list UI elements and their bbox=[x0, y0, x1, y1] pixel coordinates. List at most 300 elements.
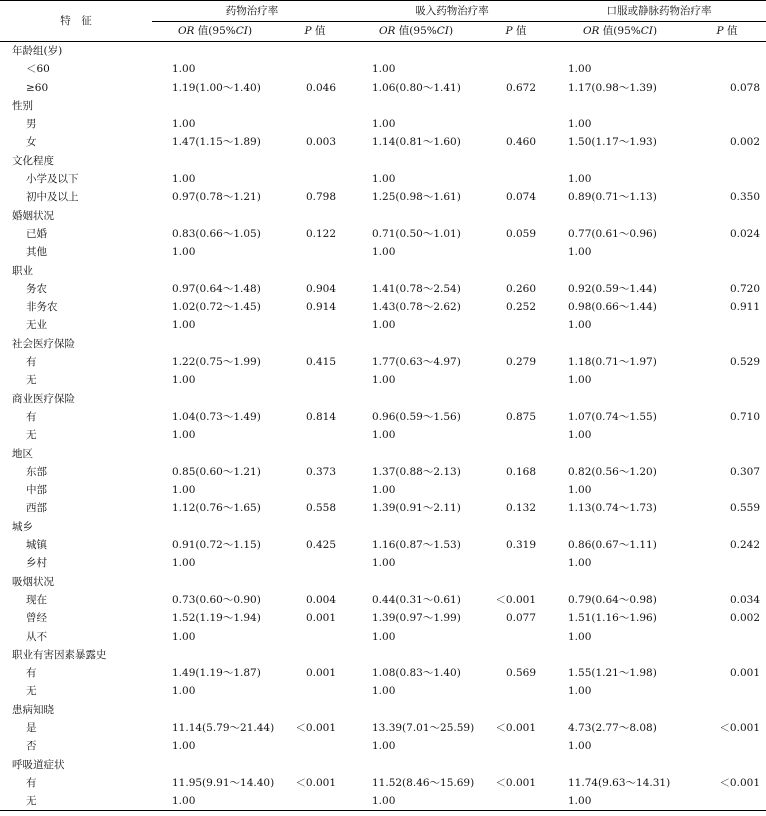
or-ci-cell bbox=[352, 262, 480, 280]
p-value-cell bbox=[278, 115, 352, 133]
or-ci-cell: 0.82(0.56～1.20) bbox=[568, 465, 657, 478]
level-label: 无 bbox=[26, 429, 37, 442]
table-row bbox=[0, 60, 766, 78]
p-value-cell: ＜0.001 bbox=[295, 776, 336, 789]
p-value-cell bbox=[278, 792, 352, 811]
or-ci-cell: 0.86(0.67～1.11) bbox=[568, 539, 657, 552]
or-ci-cell bbox=[552, 390, 688, 408]
p-value-cell: 0.059 bbox=[505, 227, 536, 240]
p-value-cell: 0.460 bbox=[505, 136, 536, 149]
p-value-cell bbox=[480, 207, 552, 225]
level-label: 无 bbox=[26, 374, 37, 387]
p-value-cell bbox=[480, 737, 552, 755]
p-value-header: P 值 bbox=[480, 22, 552, 42]
or-ci-cell: 1.00 bbox=[372, 630, 396, 643]
p-value-cell bbox=[688, 682, 766, 700]
p-value-cell: 0.001 bbox=[729, 667, 760, 680]
table-row bbox=[0, 499, 766, 517]
p-value-cell bbox=[688, 390, 766, 408]
p-value-cell bbox=[688, 573, 766, 591]
or-ci-cell: 1.00 bbox=[172, 429, 196, 442]
p-value-cell: ＜0.001 bbox=[495, 776, 536, 789]
or-ci-cell: 1.00 bbox=[172, 557, 196, 570]
p-value-cell bbox=[278, 390, 352, 408]
p-value-cell: ＜0.001 bbox=[719, 721, 760, 734]
or-ci-cell: 11.95(9.91～14.40) bbox=[172, 776, 275, 789]
or-ci-cell bbox=[152, 518, 278, 536]
p-value-cell bbox=[480, 554, 552, 572]
or-ci-cell: 0.73(0.60～0.90) bbox=[172, 593, 261, 606]
category-row bbox=[0, 335, 766, 353]
table-row bbox=[0, 79, 766, 97]
p-value-cell bbox=[278, 42, 352, 61]
p-value-header: P 值 bbox=[278, 22, 352, 42]
p-value-cell bbox=[278, 445, 352, 463]
or-ci-cell: 1.00 bbox=[372, 118, 396, 131]
p-value-cell bbox=[688, 701, 766, 719]
table-row bbox=[0, 682, 766, 700]
p-value-cell bbox=[480, 701, 552, 719]
or-ci-cell: 11.14(5.79～21.44) bbox=[172, 721, 275, 734]
or-ci-cell: 1.25(0.98～1.61) bbox=[372, 191, 461, 204]
p-value-cell: 0.672 bbox=[505, 81, 536, 94]
p-value-cell bbox=[688, 60, 766, 78]
p-value-cell bbox=[278, 628, 352, 646]
or-ci-cell: 0.92(0.59～1.44) bbox=[568, 282, 657, 295]
or-ci-cell: 1.13(0.74～1.73) bbox=[568, 502, 657, 515]
or-ci-cell: 1.00 bbox=[172, 630, 196, 643]
p-value-cell bbox=[480, 97, 552, 115]
or-ci-cell: 1.14(0.81～1.60) bbox=[372, 136, 461, 149]
p-value-cell: 0.373 bbox=[305, 465, 336, 478]
or-ci-cell bbox=[152, 646, 278, 664]
table-body bbox=[0, 42, 766, 811]
or-ci-cell: 1.00 bbox=[568, 685, 592, 698]
p-value-cell bbox=[480, 316, 552, 334]
p-value-cell: 0.077 bbox=[505, 612, 536, 625]
p-value-cell bbox=[278, 335, 352, 353]
or-ci-cell: 1.00 bbox=[372, 319, 396, 332]
or-ci-cell bbox=[552, 262, 688, 280]
p-value-cell bbox=[480, 390, 552, 408]
or-ci-cell: 1.08(0.83～1.40) bbox=[372, 667, 461, 680]
or-ci-cell: 1.43(0.78～2.62) bbox=[372, 301, 461, 314]
level-label: 西部 bbox=[26, 502, 47, 515]
or-ci-cell bbox=[352, 207, 480, 225]
category-label: 职业有害因素暴露史 bbox=[12, 648, 107, 661]
or-ci-cell: 0.79(0.64～0.98) bbox=[568, 593, 657, 606]
group-header-inhaled: 吸入药物治疗率 bbox=[352, 1, 552, 22]
table-row bbox=[0, 408, 766, 426]
p-value-cell: 0.024 bbox=[729, 227, 760, 240]
or-ci-cell: 1.00 bbox=[172, 374, 196, 387]
p-value-cell bbox=[480, 60, 552, 78]
p-value-cell: 0.904 bbox=[305, 282, 336, 295]
or-ci-cell: 1.02(0.72～1.45) bbox=[172, 301, 261, 314]
p-value-cell bbox=[480, 682, 552, 700]
p-value-cell: 0.307 bbox=[729, 465, 760, 478]
or-ci-cell bbox=[152, 207, 278, 225]
or-ci-cell: 1.06(0.80～1.41) bbox=[372, 81, 461, 94]
or-ci-cell: 11.52(8.46～15.69) bbox=[372, 776, 475, 789]
p-value-cell: 0.252 bbox=[505, 301, 536, 314]
or-ci-cell: 1.12(0.76～1.65) bbox=[172, 502, 261, 515]
or-ci-cell bbox=[552, 646, 688, 664]
category-row bbox=[0, 262, 766, 280]
level-label: 初中及以上 bbox=[26, 191, 79, 204]
p-value-cell bbox=[278, 737, 352, 755]
level-label: 现在 bbox=[26, 593, 47, 606]
p-value-cell: 0.569 bbox=[505, 667, 536, 680]
or-ci-cell bbox=[352, 152, 480, 170]
p-value-cell: ＜0.001 bbox=[719, 776, 760, 789]
p-value-cell bbox=[278, 371, 352, 389]
p-value-cell: 0.529 bbox=[729, 356, 760, 369]
or-ci-cell: 0.96(0.59～1.56) bbox=[372, 410, 461, 423]
or-ci-cell bbox=[152, 335, 278, 353]
p-value-cell bbox=[480, 756, 552, 774]
p-value-cell: 0.558 bbox=[305, 502, 336, 515]
p-value-cell: 0.425 bbox=[305, 539, 336, 552]
or-ci-cell bbox=[352, 518, 480, 536]
or-ci-cell: 1.00 bbox=[568, 557, 592, 570]
category-row bbox=[0, 97, 766, 115]
level-label: 从不 bbox=[26, 630, 47, 643]
p-value-cell bbox=[688, 42, 766, 61]
or-ci-cell bbox=[152, 262, 278, 280]
category-row bbox=[0, 646, 766, 664]
level-label: 城镇 bbox=[26, 539, 47, 552]
level-label: 曾经 bbox=[26, 612, 47, 625]
or-ci-cell: 1.51(1.16～1.96) bbox=[568, 612, 657, 625]
or-ci-cell bbox=[552, 573, 688, 591]
or-ci-cell bbox=[552, 445, 688, 463]
table-row bbox=[0, 737, 766, 755]
category-row bbox=[0, 390, 766, 408]
table-row bbox=[0, 463, 766, 481]
or-ci-cell: 1.00 bbox=[172, 118, 196, 131]
p-value-cell bbox=[480, 426, 552, 444]
p-value-cell: 0.242 bbox=[729, 539, 760, 552]
p-value-cell bbox=[278, 170, 352, 188]
table-row bbox=[0, 426, 766, 444]
or-ci-cell: 1.00 bbox=[372, 173, 396, 186]
category-label: 城乡 bbox=[12, 520, 33, 533]
level-label: 有 bbox=[26, 356, 37, 369]
p-value-cell bbox=[480, 262, 552, 280]
p-value-cell bbox=[688, 170, 766, 188]
table-row bbox=[0, 554, 766, 572]
or-ci-cell bbox=[552, 42, 688, 61]
p-value-cell bbox=[688, 554, 766, 572]
table-row bbox=[0, 133, 766, 151]
p-value-cell: 0.720 bbox=[729, 282, 760, 295]
or-ci-cell: 1.00 bbox=[568, 429, 592, 442]
or-ci-cell: 0.97(0.64～1.48) bbox=[172, 282, 261, 295]
p-value-cell: 0.260 bbox=[505, 282, 536, 295]
or-ci-cell: 1.00 bbox=[372, 557, 396, 570]
or-ci-cell: 1.00 bbox=[372, 740, 396, 753]
p-value-cell bbox=[278, 316, 352, 334]
p-value-cell bbox=[688, 518, 766, 536]
or-ci-cell bbox=[352, 335, 480, 353]
category-row bbox=[0, 207, 766, 225]
p-value-cell: 0.001 bbox=[305, 667, 336, 680]
category-row bbox=[0, 756, 766, 774]
p-value-cell bbox=[688, 97, 766, 115]
p-value-cell bbox=[480, 792, 552, 811]
p-value-cell bbox=[688, 628, 766, 646]
category-label: 年龄组(岁) bbox=[12, 45, 63, 57]
p-value-header: P 值 bbox=[688, 22, 766, 42]
p-value-cell bbox=[688, 243, 766, 261]
table-row bbox=[0, 628, 766, 646]
category-label: 商业医疗保险 bbox=[12, 392, 75, 405]
level-label: 其他 bbox=[26, 246, 47, 259]
level-label: 有 bbox=[26, 776, 37, 789]
or-ci-cell: 1.00 bbox=[568, 740, 592, 753]
or-ci-cell: 0.85(0.60～1.21) bbox=[172, 465, 261, 478]
category-label: 呼吸道症状 bbox=[12, 758, 65, 771]
or-ci-cell bbox=[152, 390, 278, 408]
or-ci-cell: 1.00 bbox=[372, 374, 396, 387]
category-row bbox=[0, 573, 766, 591]
p-value-cell: 0.004 bbox=[305, 593, 336, 606]
or-ci-header: OR 值(95%CI) bbox=[552, 22, 688, 42]
or-ci-cell: 1.19(1.00～1.40) bbox=[172, 81, 261, 94]
p-value-cell bbox=[480, 152, 552, 170]
p-value-cell bbox=[278, 573, 352, 591]
p-value-cell bbox=[688, 646, 766, 664]
table-row bbox=[0, 170, 766, 188]
table-row bbox=[0, 371, 766, 389]
table-row bbox=[0, 353, 766, 371]
p-value-cell: 0.875 bbox=[505, 410, 536, 423]
p-value-cell: 0.319 bbox=[505, 539, 536, 552]
p-value-cell bbox=[480, 42, 552, 61]
p-value-cell: 0.078 bbox=[729, 81, 760, 94]
or-ci-cell: 4.73(2.77～8.08) bbox=[568, 721, 657, 734]
level-label: 务农 bbox=[26, 282, 47, 295]
category-row bbox=[0, 152, 766, 170]
or-ci-cell: 1.17(0.98～1.39) bbox=[568, 81, 657, 94]
category-label: 吸烟状况 bbox=[12, 575, 54, 588]
p-value-cell: 0.814 bbox=[305, 410, 336, 423]
level-label: ≥60 bbox=[26, 81, 49, 94]
or-ci-cell bbox=[352, 97, 480, 115]
or-ci-cell: 1.37(0.88～2.13) bbox=[372, 465, 461, 478]
or-ci-cell: 1.39(0.97～1.99) bbox=[372, 612, 461, 625]
table-row bbox=[0, 792, 766, 811]
or-ci-cell: 0.44(0.31～0.61) bbox=[372, 593, 461, 606]
p-value-cell bbox=[688, 445, 766, 463]
p-value-cell bbox=[688, 335, 766, 353]
category-label: 婚姻状况 bbox=[12, 209, 54, 222]
category-row bbox=[0, 445, 766, 463]
p-value-cell bbox=[688, 426, 766, 444]
or-ci-header: OR 值(95%CI) bbox=[352, 22, 480, 42]
or-ci-cell: 1.00 bbox=[352, 792, 480, 811]
table-row bbox=[0, 591, 766, 609]
table-row bbox=[0, 298, 766, 316]
or-ci-cell bbox=[152, 445, 278, 463]
p-value-cell bbox=[480, 445, 552, 463]
or-ci-cell: 1.00 bbox=[372, 429, 396, 442]
or-ci-cell bbox=[552, 97, 688, 115]
level-label: 无 bbox=[26, 685, 37, 698]
p-value-cell bbox=[480, 170, 552, 188]
p-value-cell: 0.074 bbox=[505, 191, 536, 204]
category-label: 社会医疗保险 bbox=[12, 337, 75, 350]
or-ci-cell bbox=[552, 335, 688, 353]
table-row bbox=[0, 481, 766, 499]
or-ci-cell bbox=[552, 152, 688, 170]
or-ci-cell bbox=[352, 445, 480, 463]
or-ci-cell: 1.00 bbox=[172, 484, 196, 497]
p-value-cell bbox=[278, 518, 352, 536]
category-row bbox=[0, 518, 766, 536]
or-ci-cell bbox=[552, 701, 688, 719]
or-ci-cell bbox=[552, 518, 688, 536]
category-label: 患病知晓 bbox=[12, 703, 54, 716]
table-row bbox=[0, 536, 766, 554]
category-label: 职业 bbox=[12, 264, 33, 277]
level-label: 无 bbox=[0, 792, 152, 811]
table-row bbox=[0, 664, 766, 682]
p-value-cell: 0.911 bbox=[729, 301, 760, 314]
or-ci-cell bbox=[352, 42, 480, 61]
table-row bbox=[0, 280, 766, 298]
level-label: 已婚 bbox=[26, 227, 47, 240]
p-value-cell bbox=[480, 115, 552, 133]
level-label: 中部 bbox=[26, 484, 47, 497]
or-ci-cell: 0.91(0.72～1.15) bbox=[172, 539, 261, 552]
p-value-cell: 0.559 bbox=[729, 502, 760, 515]
or-ci-cell: 11.74(9.63～14.31) bbox=[568, 776, 671, 789]
p-value-cell: 0.132 bbox=[505, 502, 536, 515]
or-ci-cell: 1.39(0.91～2.11) bbox=[372, 502, 461, 515]
or-ci-cell: 0.77(0.61～0.96) bbox=[568, 227, 657, 240]
or-ci-cell: 1.00 bbox=[372, 246, 396, 259]
or-ci-cell bbox=[152, 152, 278, 170]
p-value-cell bbox=[278, 426, 352, 444]
or-ci-cell: 0.97(0.78～1.21) bbox=[172, 191, 261, 204]
level-label: 男 bbox=[26, 118, 37, 131]
or-ci-cell bbox=[352, 646, 480, 664]
or-ci-cell: 0.83(0.66～1.05) bbox=[172, 227, 261, 240]
or-ci-cell: 1.07(0.74～1.55) bbox=[568, 410, 657, 423]
p-value-cell: 0.002 bbox=[729, 612, 760, 625]
p-value-cell bbox=[480, 518, 552, 536]
or-ci-cell: 1.00 bbox=[172, 173, 196, 186]
or-ci-cell: 13.39(7.01～25.59) bbox=[372, 721, 475, 734]
p-value-cell bbox=[688, 115, 766, 133]
table-row bbox=[0, 115, 766, 133]
or-ci-cell bbox=[152, 701, 278, 719]
category-label: 地区 bbox=[12, 447, 33, 460]
p-value-cell bbox=[278, 481, 352, 499]
p-value-cell: 0.001 bbox=[305, 612, 336, 625]
level-label: ＜60 bbox=[26, 63, 50, 76]
table-row bbox=[0, 316, 766, 334]
or-ci-cell: 1.00 bbox=[172, 246, 196, 259]
p-value-cell bbox=[480, 481, 552, 499]
p-value-cell bbox=[480, 371, 552, 389]
p-value-cell: 0.350 bbox=[729, 191, 760, 204]
p-value-cell bbox=[688, 207, 766, 225]
or-ci-cell: 1.00 bbox=[568, 173, 592, 186]
or-ci-cell bbox=[352, 756, 480, 774]
p-value-cell bbox=[278, 756, 352, 774]
p-value-cell bbox=[278, 60, 352, 78]
p-value-cell bbox=[278, 701, 352, 719]
level-label: 女 bbox=[26, 136, 37, 149]
p-value-cell: 0.415 bbox=[305, 356, 336, 369]
feature-header: 特 征 bbox=[0, 1, 152, 42]
p-value-cell bbox=[278, 152, 352, 170]
or-ci-cell: 1.18(0.71～1.97) bbox=[568, 356, 657, 369]
or-ci-cell: 1.52(1.19～1.94) bbox=[172, 612, 261, 625]
or-ci-cell: 0.98(0.66～1.44) bbox=[568, 301, 657, 314]
p-value-cell bbox=[278, 554, 352, 572]
p-value-cell: 0.798 bbox=[305, 191, 336, 204]
or-ci-cell: 1.00 bbox=[568, 118, 592, 131]
p-value-cell bbox=[688, 262, 766, 280]
or-ci-header: OR 值(95%CI) bbox=[152, 22, 278, 42]
p-value-cell: 0.002 bbox=[729, 136, 760, 149]
or-ci-cell: 1.00 bbox=[152, 792, 278, 811]
or-ci-cell: 1.49(1.19～1.87) bbox=[172, 667, 261, 680]
table-row bbox=[0, 774, 766, 792]
category-row bbox=[0, 701, 766, 719]
level-label: 无业 bbox=[26, 319, 47, 332]
or-ci-cell: 1.00 bbox=[372, 484, 396, 497]
or-ci-cell: 1.50(1.17～1.93) bbox=[568, 136, 657, 149]
p-value-cell bbox=[278, 207, 352, 225]
p-value-cell bbox=[480, 243, 552, 261]
p-value-cell bbox=[688, 316, 766, 334]
or-ci-cell: 0.89(0.71～1.13) bbox=[568, 191, 657, 204]
p-value-cell: 0.034 bbox=[729, 593, 760, 606]
group-header-drug: 药物治疗率 bbox=[152, 1, 352, 22]
category-row bbox=[0, 42, 766, 61]
table-row bbox=[0, 188, 766, 206]
table-row bbox=[0, 609, 766, 627]
p-value-cell: 0.279 bbox=[505, 356, 536, 369]
level-label: 是 bbox=[26, 721, 37, 734]
or-ci-cell: 1.47(1.15～1.89) bbox=[172, 136, 261, 149]
p-value-cell: 0.046 bbox=[305, 81, 336, 94]
p-value-cell bbox=[278, 97, 352, 115]
or-ci-cell: 1.00 bbox=[172, 740, 196, 753]
or-ci-cell: 0.71(0.50～1.01) bbox=[372, 227, 461, 240]
or-ci-cell bbox=[152, 573, 278, 591]
group-header-oral-iv: 口服或静脉药物治疗率 bbox=[552, 1, 766, 22]
level-label: 有 bbox=[26, 667, 37, 680]
p-value-cell bbox=[480, 628, 552, 646]
p-value-cell bbox=[688, 152, 766, 170]
or-ci-cell: 1.41(0.78～2.54) bbox=[372, 282, 461, 295]
category-label: 文化程度 bbox=[12, 154, 54, 167]
p-value-cell bbox=[480, 335, 552, 353]
table-row bbox=[0, 243, 766, 261]
table-row bbox=[0, 225, 766, 243]
p-value-cell: 0.122 bbox=[305, 227, 336, 240]
or-ci-cell: 1.00 bbox=[568, 484, 592, 497]
p-value-cell bbox=[688, 737, 766, 755]
or-ci-cell: 1.00 bbox=[372, 63, 396, 76]
level-label: 乡村 bbox=[26, 557, 47, 570]
